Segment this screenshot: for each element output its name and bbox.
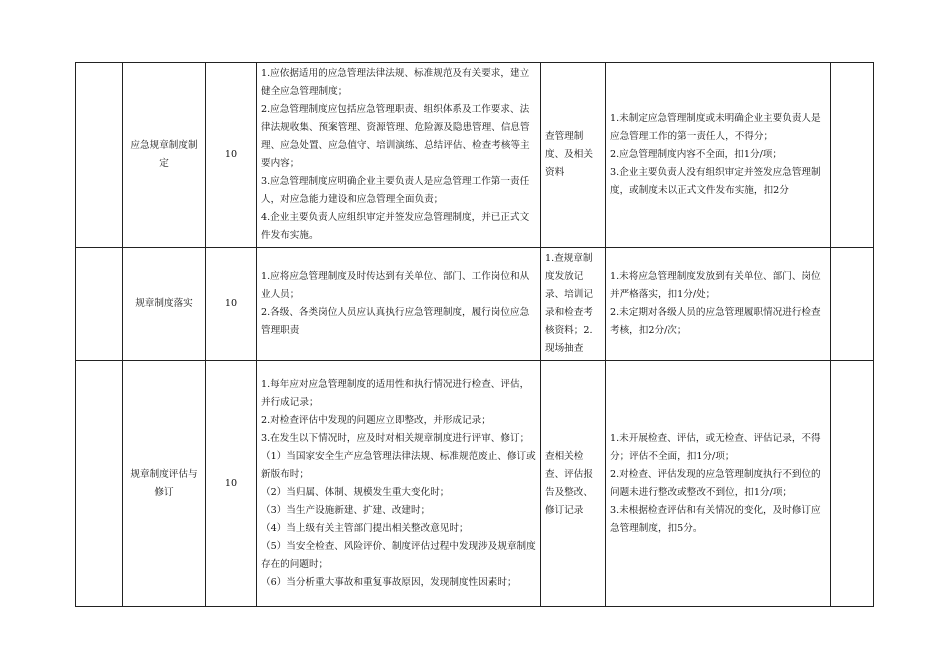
scoring-cell [606, 248, 831, 361]
method-cell: 查相关检查、评估报告及整改、修订记录 [541, 361, 606, 607]
item-cell: 规章制度落实 [123, 248, 206, 361]
content-line: （6）当分析重大事故和重复事故原因，发现制度性因素时； [261, 576, 517, 588]
method-cell: 1.查规章制度发放记录、培训记录和检查考核资料；2.现场抽查 [541, 248, 606, 361]
blank-cell-right [831, 361, 874, 607]
scoring-line: 1.未制定应急管理制度或未明确企业主要负责人是应急管理工作的第一责任人，不得分； [610, 113, 821, 142]
content-line: （4）当上级有关主管部门提出相关整改意见时； [261, 522, 469, 534]
score-cell: 10 [206, 248, 257, 361]
table-row [76, 63, 874, 248]
scoring-line: 1.未开展检查、评估，或无检查、评估记录，不得分；评估不全面，扣1分/项； [610, 432, 821, 462]
content-line: 4.企业主要负责人应组织审定并签发应急管理制度，并已正式文件发布实施。 [261, 212, 530, 241]
content-cell [257, 361, 541, 607]
content-line: 2.各级、各类岗位人员应认真执行应急管理制度，履行岗位应急管理职责 [261, 307, 530, 336]
scoring-line: 3.企业主要负责人没有组织审定并签发应急管理制度，或制度未以正式文件发布实施，扣2分 [610, 167, 821, 196]
blank-cell-left [76, 248, 123, 361]
table-row [76, 248, 874, 361]
content-cell [257, 248, 541, 361]
content-line: 1.每年应对应急管理制度的适用性和执行情况进行检查、评估，并行成记录； [261, 378, 530, 408]
evaluation-table [75, 62, 874, 607]
scoring-line: 3.未根据检查评估和有关情况的变化，及时修订应急管理制度，扣5分。 [610, 504, 821, 534]
content-line: 1.应依据适用的应急管理法律法规、标准规范及有关要求，建立健全应急管理制度； [261, 68, 530, 97]
content-line: 3.在发生以下情况时，应及时对相关规章制度进行评审、修订； [261, 432, 530, 444]
scoring-line: 2.对检查、评估发现的应急管理制度执行不到位的问题未进行整改或整改不到位，扣1分/项； [610, 468, 821, 498]
score-cell: 10 [206, 63, 257, 248]
scoring-cell [606, 63, 831, 248]
blank-cell-left [76, 63, 123, 248]
content-cell [257, 63, 541, 248]
content-line: 1.应将应急管理制度及时传达到有关单位、部门、工作岗位和从业人员； [261, 271, 530, 300]
content-line: （3）当生产设施新建、扩建、改建时； [261, 504, 431, 516]
content-line: （1）当国家安全生产应急管理法律法规、标准规范废止、修订或新版布时； [261, 450, 536, 480]
score-cell: 10 [206, 361, 257, 607]
scoring-line: 2.未定期对各级人员的应急管理履职情况进行检查考核，扣2分/次； [610, 307, 821, 336]
blank-cell-right [831, 248, 874, 361]
scoring-cell [606, 361, 831, 607]
item-cell: 应急规章制度制定 [123, 63, 206, 248]
content-line: （2）当归属、体制、规模发生重大变化时； [261, 486, 450, 498]
scoring-line: 2.应急管理制度内容不全面，扣1分/项； [610, 149, 782, 160]
method-cell: 查管理制度、及相关资料 [541, 63, 606, 248]
content-line: 2.对检查评估中发现的问题应立即整改，并形成记录； [261, 414, 491, 426]
blank-cell-left [76, 361, 123, 607]
blank-cell-right [831, 63, 874, 248]
scoring-line: 1.未将应急管理制度发放到有关单位、部门、岗位并严格落实，扣1分/处； [610, 271, 821, 300]
content-line: 2.应急管理制度应包括应急管理职责、组织体系及工作要求、法律法规收集、预案管理、资源管理、危险源及隐患管理、信息管理、应急处置、应急值守、培训演练、总结评估、检查考核等主要内容； [261, 104, 530, 169]
item-cell: 规章制度评估与修订 [123, 361, 206, 607]
content-line: （5）当安全检查、风险评价、制度评估过程中发现涉及规章制度存在的问题时； [261, 540, 536, 570]
table-row [76, 361, 874, 607]
content-line: 3.应急管理制度应明确企业主要负责人是应急管理工作第一责任人，对应急能力建设和应急管理全面负责； [261, 176, 530, 205]
